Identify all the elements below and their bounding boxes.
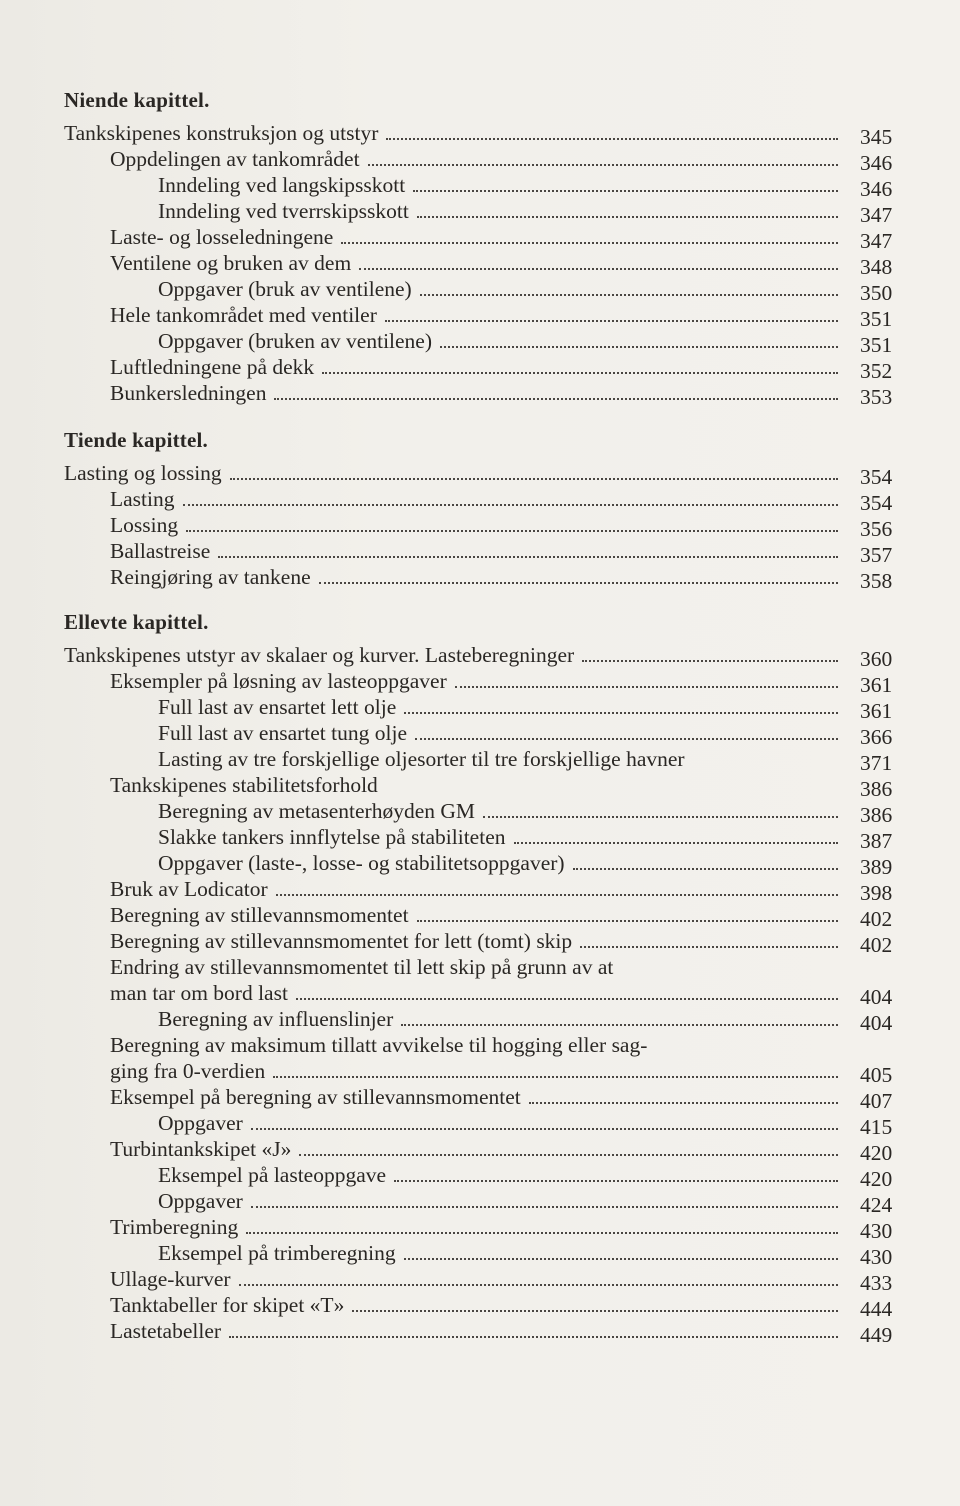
toc-page-number: 354 — [860, 491, 893, 515]
toc-page-number: 350 — [860, 281, 893, 305]
toc-entry — [158, 798, 893, 827]
toc-page-number: 402 — [860, 933, 893, 957]
toc-entry — [158, 1240, 893, 1269]
toc-page-number: 353 — [860, 385, 893, 409]
toc-page-number: 430 — [860, 1245, 893, 1269]
toc-entry-text: Ventilene og bruken av dem — [110, 251, 352, 275]
toc-entry — [158, 276, 893, 305]
toc-entry — [158, 172, 893, 201]
toc-page-number: 404 — [860, 985, 893, 1009]
toc-entry-text: Laste- og losseledningene — [110, 225, 334, 249]
toc-entry — [110, 354, 893, 383]
toc-entry — [158, 1110, 893, 1139]
toc-entry — [110, 1214, 893, 1243]
toc-page-number: 402 — [860, 907, 893, 931]
toc-entry-text: Lossing — [110, 513, 179, 537]
toc-entry — [110, 1318, 893, 1347]
toc-entry-text: man tar om bord last — [110, 981, 288, 1005]
toc-entry-text: Bunkersledningen — [110, 381, 267, 405]
toc-entry — [110, 564, 893, 593]
toc-page-number: 361 — [860, 673, 893, 697]
toc-entry — [158, 824, 893, 853]
toc-entry-text: Inndeling ved langskipsskott — [158, 173, 406, 197]
toc-entry-text: Tankskipenes utstyr av skalaer og kurver. Lasteberegninger — [64, 643, 575, 667]
toc-entry-text: Oppgaver — [158, 1111, 243, 1135]
toc-entry — [110, 928, 893, 957]
toc-page-number: 387 — [860, 829, 893, 853]
toc-page-number: 356 — [860, 517, 893, 541]
toc-entry — [64, 642, 893, 671]
toc-page-number: 351 — [860, 333, 893, 357]
chapter-title: Ellevte kapittel. — [64, 610, 209, 634]
toc-entry-text: Tankskipenes stabilitetsforhold — [110, 773, 378, 797]
toc-entry-text: Beregning av metasenterhøyden GM — [158, 799, 476, 823]
toc-entry-text: Eksempel på trimberegning — [158, 1241, 396, 1265]
toc-page-number: 405 — [860, 1063, 893, 1087]
toc-page-number: 347 — [860, 203, 893, 227]
toc-page-number: 346 — [860, 151, 893, 175]
toc-entry-text: Inndeling ved tverrskipsskott — [158, 199, 409, 223]
toc-entry-text: Ullage-kurver — [110, 1267, 231, 1291]
toc-page-number: 420 — [860, 1167, 893, 1191]
toc-entry — [110, 1266, 893, 1295]
toc-page-number: 430 — [860, 1219, 893, 1243]
toc-entry-line: Beregning av maksimum tillatt avvikelse til hogging eller sag- — [110, 1033, 648, 1057]
toc-entry — [158, 328, 893, 357]
toc-page-number: 398 — [860, 881, 893, 905]
toc-entry-text: Lasting av tre forskjellige oljesorter til tre forskjellige havner — [158, 747, 685, 771]
toc-entry-text: Lasting — [110, 487, 175, 511]
toc-entry-text: Oppdelingen av tankområdet — [110, 147, 360, 171]
toc-entry-text: Luftledningene på dekk — [110, 355, 315, 379]
toc-page-number: 366 — [860, 725, 893, 749]
toc-entry — [110, 250, 893, 279]
toc-entry — [110, 1084, 893, 1113]
toc-entry-text: Lastetabeller — [110, 1319, 222, 1343]
toc-entry — [158, 1162, 893, 1191]
toc-page-number: 357 — [860, 543, 893, 567]
toc-entry — [110, 224, 893, 253]
toc-page-number: 358 — [860, 569, 893, 593]
toc-page-number: 354 — [860, 465, 893, 489]
toc-page-number: 386 — [860, 777, 893, 801]
toc-page-number: 407 — [860, 1089, 893, 1113]
toc-entry-text: Hele tankområdet med ventiler — [110, 303, 377, 327]
toc-entry — [110, 1292, 893, 1321]
toc-page-number: 424 — [860, 1193, 893, 1217]
toc-entry — [110, 146, 893, 175]
toc-entry — [158, 694, 893, 723]
toc-entry — [64, 460, 893, 489]
toc-page-number: 433 — [860, 1271, 893, 1295]
toc-page-number: 347 — [860, 229, 893, 253]
chapter-title: Tiende kapittel. — [64, 428, 208, 452]
toc-page-number: 386 — [860, 803, 893, 827]
toc-page-number: 361 — [860, 699, 893, 723]
toc-page-number: 360 — [860, 647, 893, 671]
toc-entry-text: Oppgaver — [158, 1189, 243, 1213]
toc-page-number: 351 — [860, 307, 893, 331]
toc-page-number: 346 — [860, 177, 893, 201]
toc-entry — [110, 538, 893, 567]
toc-entry-text: Full last av ensartet tung olje — [158, 721, 407, 745]
toc-page-number: 345 — [860, 125, 893, 149]
toc-entry-text: Oppgaver (bruk av ventilene) — [158, 277, 412, 301]
toc-entry-text: ging fra 0-verdien — [110, 1059, 266, 1083]
toc-entry — [64, 120, 893, 149]
toc-page-number: 420 — [860, 1141, 893, 1165]
toc-page-number: 449 — [860, 1323, 893, 1347]
toc-entry-text: Bruk av Lodicator — [110, 877, 268, 901]
toc-entry-text: Beregning av stillevannsmomentet for lett (tomt) skip — [110, 929, 573, 953]
toc-entry — [110, 302, 893, 331]
toc-entry-line: Endring av stillevannsmomentet til lett skip på grunn av at — [110, 955, 614, 979]
toc-entry-text: Tankskipenes konstruksjon og utstyr — [64, 121, 379, 145]
toc-entry — [158, 1188, 893, 1217]
toc-page-number: 352 — [860, 359, 893, 383]
toc-entry-text: Eksempel på lasteoppgave — [158, 1163, 387, 1187]
toc-entry — [158, 850, 893, 879]
toc-page-number: 389 — [860, 855, 893, 879]
toc-entry-text: Full last av ensartet lett olje — [158, 695, 397, 719]
toc-entry-text: Lasting og lossing — [64, 461, 222, 485]
toc-entry-text: Oppgaver (bruken av ventilene) — [158, 329, 433, 353]
toc-entry — [110, 512, 893, 541]
toc-entry-text: Oppgaver (laste-, losse- og stabilitetsoppgaver) — [158, 851, 565, 875]
toc-page-number: 444 — [860, 1297, 893, 1321]
toc-entry-text: Slakke tankers innflytelse på stabiliteten — [158, 825, 506, 849]
toc-entry-text: Ballastreise — [110, 539, 211, 563]
toc-entry — [110, 380, 893, 409]
toc-page-number: 348 — [860, 255, 893, 279]
toc-entry-text: Trimberegning — [110, 1215, 239, 1239]
toc-entry-text: Eksempler på løsning av lasteoppgaver — [110, 669, 447, 693]
toc-entry — [110, 980, 893, 1009]
toc-entry — [158, 746, 893, 775]
chapter-title: Niende kapittel. — [64, 88, 210, 112]
toc-entry-text: Reingjøring av tankene — [110, 565, 311, 589]
toc-entry — [110, 1058, 893, 1087]
toc-entry-text: Beregning av stillevannsmomentet — [110, 903, 409, 927]
toc-entry — [110, 668, 893, 697]
toc-entry — [158, 1006, 893, 1035]
toc-entry-text: Eksempel på beregning av stillevannsmomentet — [110, 1085, 521, 1109]
toc-entry — [110, 876, 893, 905]
toc-page-number: 371 — [860, 751, 893, 775]
toc-entry-text: Turbintankskipet «J» — [110, 1137, 292, 1161]
toc-entry-text: Tanktabeller for skipet «T» — [110, 1293, 345, 1317]
toc-entry — [110, 902, 893, 931]
toc-entry — [158, 198, 893, 227]
toc-page-number: 415 — [860, 1115, 893, 1139]
toc-entry — [158, 720, 893, 749]
toc-entry — [110, 486, 893, 515]
toc-entry-text: Beregning av influenslinjer — [158, 1007, 394, 1031]
toc-page-number: 404 — [860, 1011, 893, 1035]
toc-entry — [110, 1136, 893, 1165]
toc-entry — [110, 772, 893, 801]
